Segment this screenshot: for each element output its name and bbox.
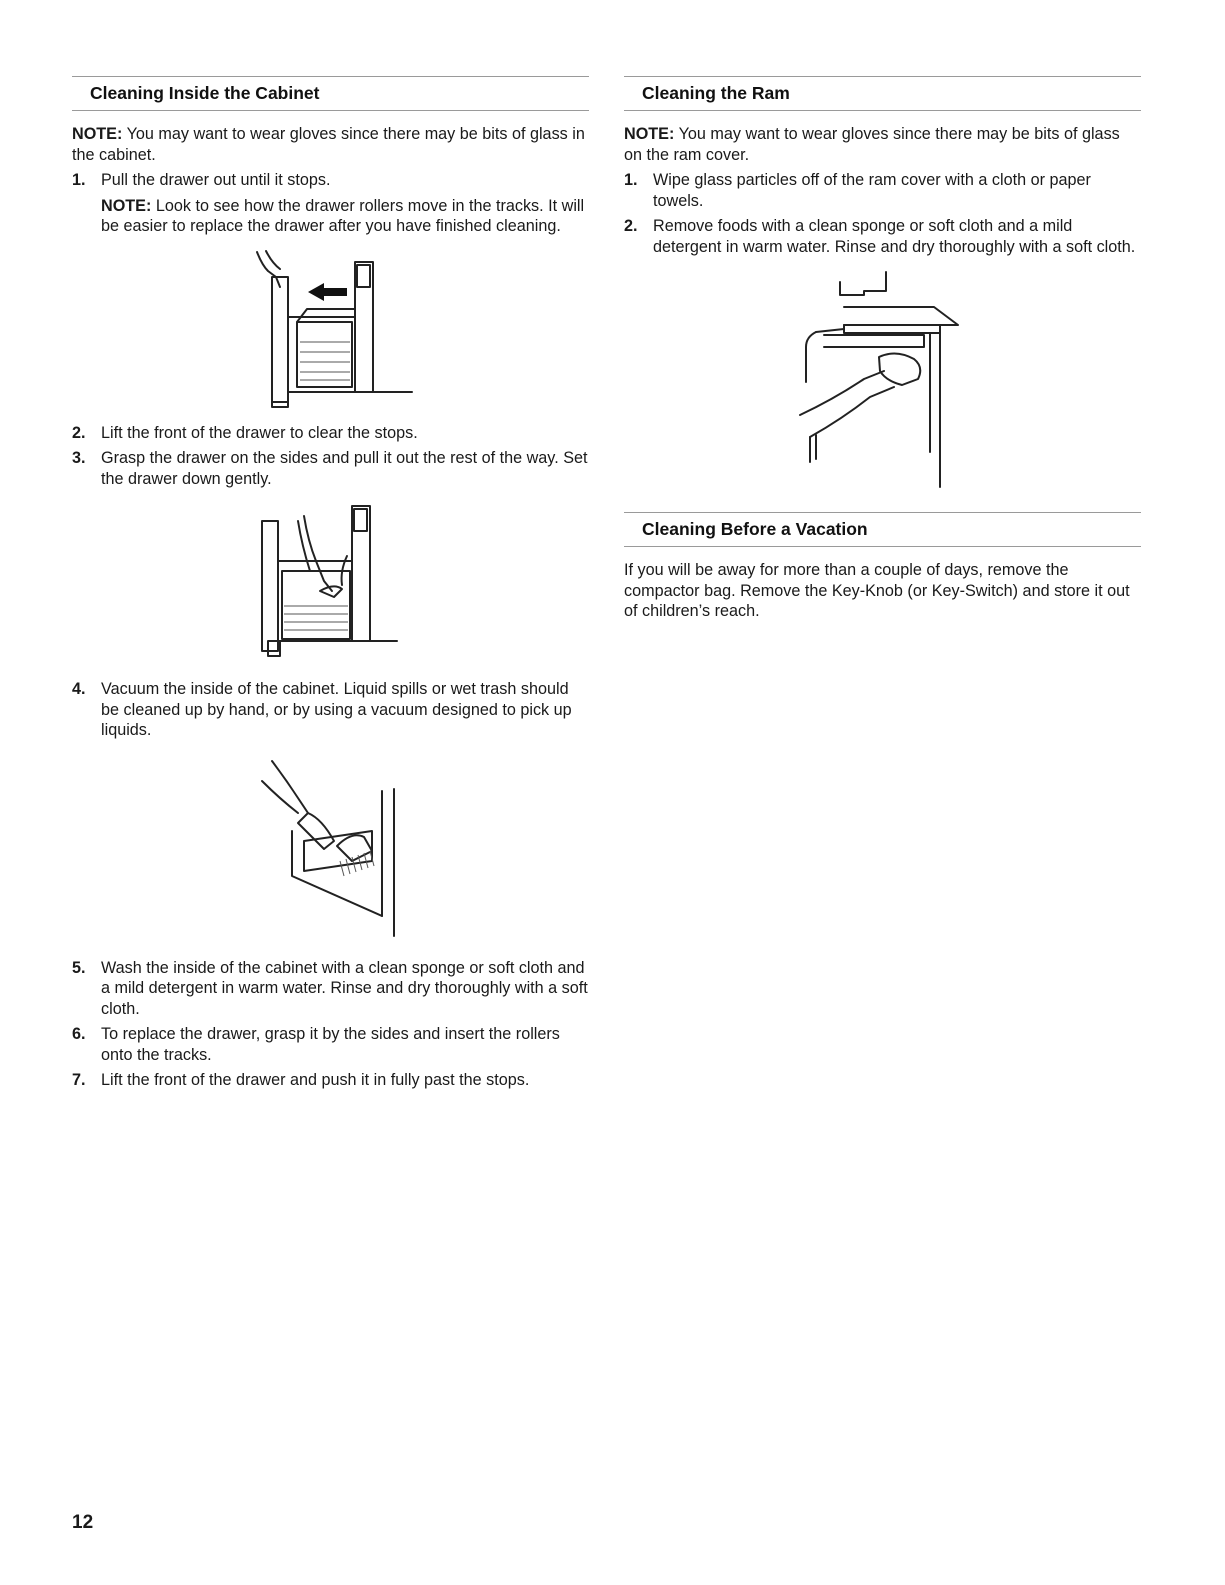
step-2: 2. Lift the front of the drawer to clear the stops. bbox=[72, 423, 418, 442]
pull-drawer-illustration bbox=[72, 247, 589, 417]
step-6: 6. To replace the drawer, grasp it by the sides and insert the rollers onto the tracks. bbox=[72, 1025, 560, 1064]
step-7: 7. Lift the front of the drawer and push it in fully past the stops. bbox=[72, 1071, 530, 1089]
vacation-text: If you will be away for more than a couple of days, remove the compactor bag. Remove the Key-Knob (or Key-Switch) and store it out of children’s reach. bbox=[624, 561, 1130, 620]
step-4: 4. Vacuum the inside of the cabinet. Liquid spills or wet trash should be cleaned up by hand, or by using a vacuum designed to pick up liquids. bbox=[72, 680, 572, 739]
note-gloves-cabinet: NOTE: You may want to wear gloves since there may be bits of glass in the cabinet. bbox=[72, 125, 585, 164]
section-heading-cabinet: Cleaning Inside the Cabinet bbox=[72, 76, 589, 111]
page-number: 12 bbox=[72, 1512, 94, 1533]
note-drawer-rollers: NOTE: Look to see how the drawer rollers move in the tracks. It will be easier to replace the drawer after you have finished cleaning. bbox=[101, 196, 585, 235]
wipe-ram-illustration bbox=[624, 267, 1141, 492]
section-heading-vacation: Cleaning Before a Vacation bbox=[624, 512, 1141, 547]
ram-step-1: 1. Wipe glass particles off of the ram cover with a cloth or paper towels. bbox=[624, 171, 1091, 210]
vacuum-cabinet-illustration bbox=[72, 751, 589, 946]
step-5: 5. Wash the inside of the cabinet with a clean sponge or soft cloth and a mild detergent in warm water. Rinse and dry thoroughly with a soft cloth. bbox=[72, 958, 588, 1018]
lift-drawer-illustration bbox=[72, 501, 589, 661]
right-column bbox=[624, 76, 1141, 622]
step-3: 3. Grasp the drawer on the sides and pull it out the rest of the way. Set the drawer down gently. bbox=[72, 449, 588, 488]
step-1: 1. Pull the drawer out until it stops. NOTE: Look to see how the drawer rollers move in the tracks. It will be easier to replace the drawer after you have finished cleaning. bbox=[72, 170, 589, 237]
section-heading-ram: Cleaning the Ram bbox=[624, 76, 1141, 111]
left-column bbox=[72, 76, 589, 1091]
ram-step-2: 2. Remove foods with a clean sponge or soft cloth and a mild detergent in warm water. Rinse and dry thoroughly with a soft cloth. bbox=[624, 217, 1136, 256]
note-gloves-ram: NOTE: You may want to wear gloves since there may be bits of glass on the ram cover. bbox=[624, 125, 1120, 164]
